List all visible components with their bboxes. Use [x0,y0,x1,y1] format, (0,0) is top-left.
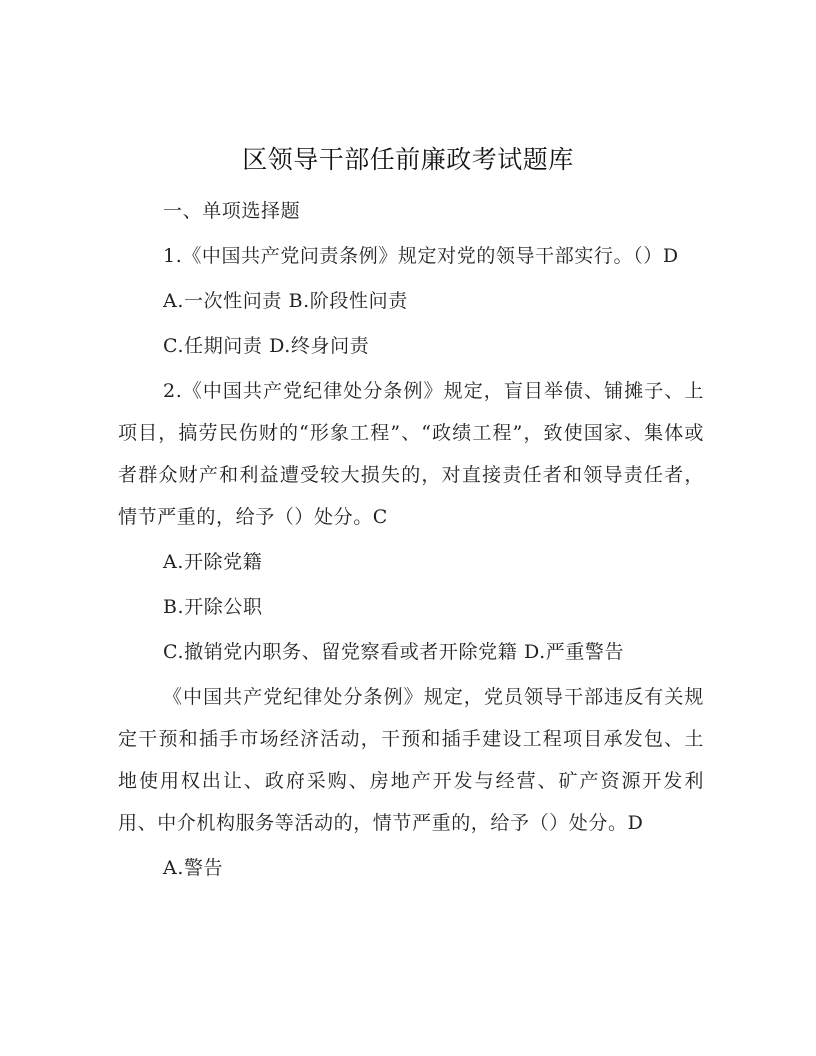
question-1: 1.《中国共产党问责条例》规定对党的领导干部实行。（）D [163,245,679,267]
document-title: 区领导干部任前廉政考试题库 [242,145,574,174]
question-2-options-cd: C.撤销党内职务、留党察看或者开除党籍 D.严重警告 [163,641,625,663]
question-3: 《中国共产党纪律处分条例》规定，党员领导干部违反有关规定干预和插手市场经济活动，干预和插手建设工程项目承发包、土地使用权出让、政府采购、房地产开发与经营、矿产资源开发利用、中介机构服务等活动的，情节严重的，给予（）处分。D [118,686,704,834]
question-2: 2.《中国共产党纪律处分条例》规定，盲目举债、铺摊子、上项目，搞劳民伤财的“形象工程”、“政绩工程”，致使国家、集体或者群众财产和利益遭受较大损失的，对直接责任者和领导责任者，情节严重的，给予（）处分。C [118,380,704,528]
section-heading: 一、单项选择题 [163,200,301,222]
question-1-options-ab: A.一次性问责 B.阶段性问责 [163,290,408,312]
question-1-options-cd: C.任期问责 D.终身问责 [163,335,370,357]
document-body [118,190,704,892]
question-2-option-b: B.开除公职 [163,596,263,618]
question-3-option-a: A.警告 [163,857,224,879]
question-2-option-a: A.开除党籍 [163,551,263,573]
